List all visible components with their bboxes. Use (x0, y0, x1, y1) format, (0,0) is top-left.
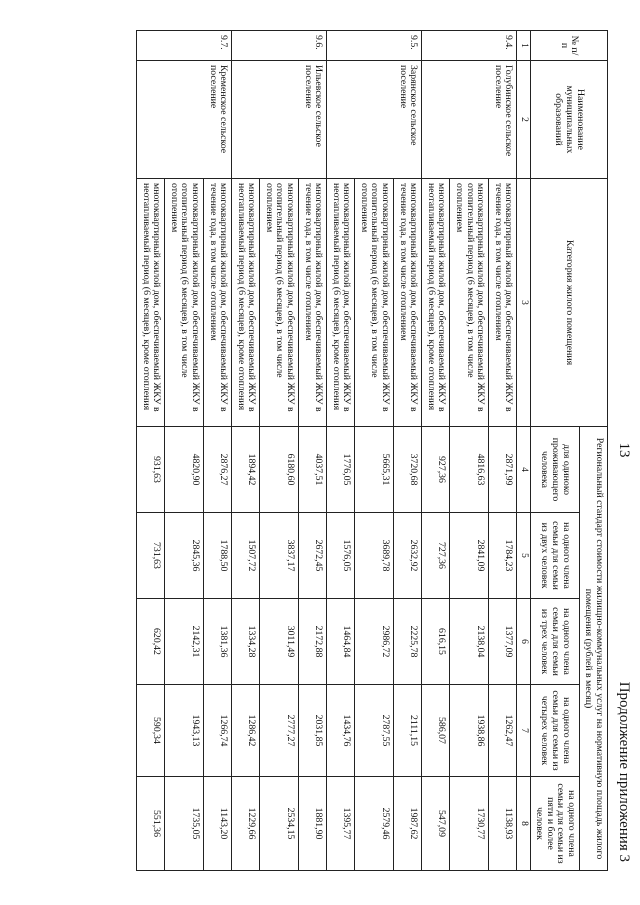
category-cell: многоквартирный жилой дом, обеспечиваемый ЖКУ в отопительный период (6 месяцев), в том числе отоплением (260, 179, 299, 427)
value-cell: 547,09 (422, 777, 450, 871)
value-cell: 1262,47 (489, 685, 517, 777)
value-cell: 727,36 (422, 513, 450, 599)
value-cell: 2986,72 (355, 599, 394, 685)
value-cell: 927,36 (422, 427, 450, 513)
value-cell: 1894,42 (232, 427, 260, 513)
value-cell: 1229,66 (232, 777, 260, 871)
value-cell: 1381,36 (203, 599, 231, 685)
value-cell: 620,42 (137, 599, 165, 685)
category-cell: многоквартирный жилой дом, обеспечиваемый ЖКУ в отопительный период (6 месяцев), в том числе отоплением (355, 179, 394, 427)
column-number: 7 (517, 685, 530, 777)
value-cell: 3837,17 (260, 513, 299, 599)
value-cell: 2579,46 (355, 777, 394, 871)
value-cell: 2672,45 (299, 513, 327, 599)
header-single: для одиноко проживающего человека (530, 427, 579, 513)
value-cell: 3689,78 (355, 513, 394, 599)
value-cell: 5665,31 (355, 427, 394, 513)
category-cell: многоквартирный жилой дом, обеспечиваемый ЖКУ в неотапливаемый период (6 месяцев), кроме отопления (137, 179, 165, 427)
page-number: 13 (616, 442, 632, 458)
column-number: 5 (517, 513, 530, 599)
value-cell: 2876,27 (203, 427, 231, 513)
category-cell: многоквартирный жилой дом, обеспечиваемый ЖКУ в неотапливаемый период (6 месяцев), кроме отопления (232, 179, 260, 427)
value-cell: 616,15 (422, 599, 450, 685)
value-cell: 2632,92 (394, 513, 422, 599)
category-cell: многоквартирный жилой дом, обеспечиваемый ЖКУ в неотапливаемый период (6 месяцев), кроме отопления (422, 179, 450, 427)
row-number: 9.4. (422, 31, 517, 61)
value-cell: 1576,05 (327, 513, 355, 599)
header-standard-group: Региональный стандарт стоимости жилищно-коммунальных услуг на нормативную площадь жилого помещения (рублей в месяц) (579, 427, 607, 871)
value-cell: 2111,15 (394, 685, 422, 777)
column-number: 1 (517, 31, 530, 61)
category-cell: многоквартирный жилой дом, обеспечиваемый ЖКУ в отопительный период (6 месяцев), в том числе отоплением (165, 179, 204, 427)
rotated-page-content (40, 20, 640, 880)
value-cell: 4816,63 (450, 427, 489, 513)
value-cell: 1395,77 (327, 777, 355, 871)
value-cell: 2142,31 (165, 599, 204, 685)
column-number: 6 (517, 599, 530, 685)
value-cell: 3720,68 (394, 427, 422, 513)
value-cell: 1987,62 (394, 777, 422, 871)
category-cell: многоквартирный жилой дом, обеспечиваемый ЖКУ в течение года, в том числе отоплением (203, 179, 231, 427)
value-cell: 1784,23 (489, 513, 517, 599)
value-cell: 1730,77 (450, 777, 489, 871)
value-cell: 2841,09 (450, 513, 489, 599)
appendix-title: Продолжение приложения 3 (616, 681, 632, 862)
value-cell: 1334,28 (232, 599, 260, 685)
value-cell: 2871,99 (489, 427, 517, 513)
row-number: 9.6. (232, 31, 327, 61)
category-cell: многоквартирный жилой дом, обеспечиваемый ЖКУ в течение года, в том числе отоплением (394, 179, 422, 427)
value-cell: 1881,90 (299, 777, 327, 871)
table-row (203, 31, 231, 871)
value-cell: 1138,93 (489, 777, 517, 871)
header-family-four: на одного члена семьи для семьи из четырех человек (530, 685, 579, 777)
value-cell: 1788,50 (203, 513, 231, 599)
value-cell: 1377,09 (489, 599, 517, 685)
header-family-two: на одного члена семьи для семьи из двух человек (530, 513, 579, 599)
row-number: 9.5. (327, 31, 422, 61)
value-cell: 2534,15 (260, 777, 299, 871)
municipality-name: Голубинское сельское поселение (422, 61, 517, 179)
value-cell: 1143,20 (203, 777, 231, 871)
value-cell: 3011,49 (260, 599, 299, 685)
value-cell: 590,34 (137, 685, 165, 777)
category-cell: многоквартирный жилой дом, обеспечиваемый ЖКУ в течение года, в том числе отоплением (299, 179, 327, 427)
municipality-name: Зарянское сельское поселение (327, 61, 422, 179)
value-cell: 1776,05 (327, 427, 355, 513)
header-family-five: на одного члена семьи для семьи из пяти и более человек (530, 777, 579, 871)
value-cell: 4037,51 (299, 427, 327, 513)
value-cell: 1938,86 (450, 685, 489, 777)
header-municipality: Наименование муниципальных образований (530, 61, 607, 179)
value-cell: 4820,90 (165, 427, 204, 513)
value-cell: 731,63 (137, 513, 165, 599)
table-row (489, 31, 517, 871)
municipality-name: Ильевское сельское поселение (232, 61, 327, 179)
column-number: 2 (517, 61, 530, 179)
value-cell: 2138,04 (450, 599, 489, 685)
header-category: Категория жилого помещения (530, 179, 607, 427)
category-cell: многоквартирный жилой дом, обеспечиваемый ЖКУ в неотапливаемый период (6 месяцев), кроме отопления (327, 179, 355, 427)
value-cell: 2031,85 (299, 685, 327, 777)
value-cell: 1507,72 (232, 513, 260, 599)
column-number: 3 (517, 179, 530, 427)
value-cell: 586,07 (422, 685, 450, 777)
value-cell: 1735,05 (165, 777, 204, 871)
value-cell: 2777,27 (260, 685, 299, 777)
header-family-three: на одного члена семьи для семьи из трех человек (530, 599, 579, 685)
table-row (299, 31, 327, 871)
column-number: 8 (517, 777, 530, 871)
value-cell: 551,36 (137, 777, 165, 871)
value-cell: 1943,13 (165, 685, 204, 777)
value-cell: 931,63 (137, 427, 165, 513)
value-cell: 1464,84 (327, 599, 355, 685)
table-row (394, 31, 422, 871)
tariff-table (136, 30, 608, 871)
category-cell: многоквартирный жилой дом, обеспечиваемый ЖКУ в течение года, в том числе отоплением (489, 179, 517, 427)
header-number: № п/п (530, 31, 607, 61)
value-cell: 1266,74 (203, 685, 231, 777)
value-cell: 2787,55 (355, 685, 394, 777)
value-cell: 2172,88 (299, 599, 327, 685)
column-number: 4 (517, 427, 530, 513)
category-cell: многоквартирный жилой дом, обеспечиваемый ЖКУ в отопительный период (6 месяцев), в том числе отоплением (450, 179, 489, 427)
value-cell: 2845,36 (165, 513, 204, 599)
value-cell: 1286,42 (232, 685, 260, 777)
value-cell: 2225,78 (394, 599, 422, 685)
value-cell: 1434,76 (327, 685, 355, 777)
value-cell: 6180,60 (260, 427, 299, 513)
row-number: 9.7. (137, 31, 232, 61)
municipality-name: Кременское сельское поселение (137, 61, 232, 179)
